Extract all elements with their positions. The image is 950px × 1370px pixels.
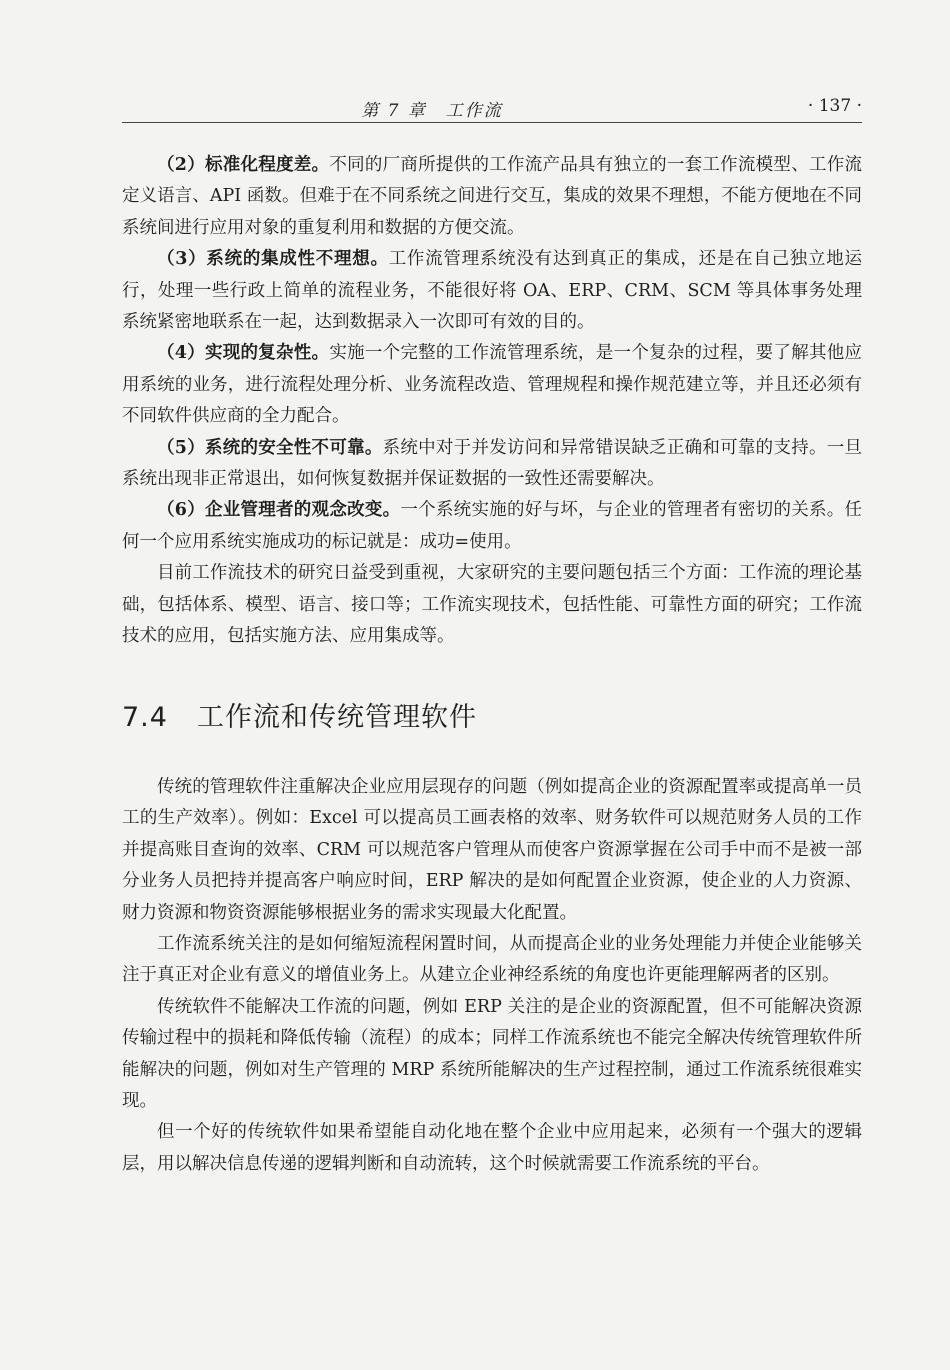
paragraph-text: 一个系统实施的好与坏，与企业的管理者有密切的关系。任何一个应用系统实施成功的标记就是：成功=使用。 <box>122 500 862 552</box>
paragraph-lead: （5）系统的安全性不可靠。 <box>157 437 383 458</box>
paragraph <box>122 558 862 652</box>
section-heading <box>122 695 477 734</box>
paragraph: 工作流系统关注的是如何缩短流程闲置时间，从而提高企业的业务处理能力并使企业能够关注于真正对企业有意义的增值业务上。从建立企业神经系统的角度也许更能理解两者的区别。 <box>122 934 862 986</box>
running-header <box>122 92 862 123</box>
paragraph: 传统软件不能解决工作流的问题，例如 ERP 关注的是企业的资源配置，但不可能解决资源传输过程中的损耗和降低传输（流程）的成本；同样工作流系统也不能完全解决传统管理软件所能解决的问题，例如对生产管理的 MRP 系统所能解决的生产过程控制，通过工作流系统很难实现。 <box>122 996 862 1112</box>
paragraph <box>122 338 862 432</box>
paragraph <box>122 495 862 558</box>
page-number: · 137 · <box>807 96 862 116</box>
paragraph-lead: （6）企业管理者的观念改变。 <box>157 500 401 521</box>
paragraph <box>122 244 862 338</box>
paragraph-lead: （2）标准化程度差。 <box>157 155 330 175</box>
paragraph: 传统的管理软件注重解决企业应用层现存的问题（例如提高企业的资源配置率或提高单一员工的生产效率）。例如：Excel 可以提高员工画表格的效率、财务软件可以规范财务人员的工作并提高账目查询的效率、CRM 可以规范客户管理从而使客户资源掌握在公司手中而不是被一部分业务人员把持并提高客户响应时间，ERP 解决的是如何配置企业资源，使企业的人力资源、财力资源和物资资源能够根据业务的需求实现最大化配置。 <box>122 777 862 923</box>
paragraph <box>122 433 862 496</box>
paragraph: 但一个好的传统软件如果希望能自动化地在整个企业中应用起来，必须有一个强大的逻辑层，用以解决信息传递的逻辑判断和自动流转，这个时候就需要工作流系统的平台。 <box>122 1122 862 1174</box>
paragraph-lead: （4）实现的复杂性。 <box>157 343 330 364</box>
body-text-upper <box>122 150 862 653</box>
paragraph-text: 目前工作流技术的研究日益受到重视，大家研究的主要问题包括三个方面：工作流的理论基础，包括体系、模型、语言、接口等；工作流实现技术，包括性能、可靠性方面的研究；工作流技术的应用，包括实施方法、应用集成等。 <box>122 563 862 647</box>
body-text-lower <box>122 772 862 1180</box>
section-number: 7.4 <box>122 702 168 733</box>
paragraph-text: 实施一个完整的工作流管理系统，是一个复杂的过程，要了解其他应用系统的业务，进行流程处理分析、业务流程改造、管理规程和操作规范建立等，并且还必须有不同软件供应商的全力配合。 <box>122 343 862 427</box>
paragraph-text: 不同的厂商所提供的工作流产品具有独立的一套工作流模型、工作流定义语言、API 函数。但难于在不同系统之间进行交互，集成的效果不理想，不能方便地在不同系统间进行应用对象的重复利用和数据的方便交流。 <box>122 155 862 238</box>
paragraph <box>122 150 862 244</box>
chapter-title: 第 7 章 工作流 <box>361 101 503 121</box>
paragraph-text: 工作流管理系统没有达到真正的集成，还是在自己独立地运行，处理一些行政上简单的流程业务，不能很好将 OA、ERP、CRM、SCM 等具体事务处理系统紧密地联系在一起，达到数据录入一次即可有效的目的。 <box>122 249 862 333</box>
paragraph-lead: （3）系统的集成性不理想。 <box>157 249 389 270</box>
paragraph-text: 系统中对于并发访问和异常错误缺乏正确和可靠的支持。一旦系统出现非正常退出，如何恢复数据并保证数据的一致性还需要解决。 <box>122 437 862 490</box>
section-title: 工作流和传统管理软件 <box>197 702 477 733</box>
